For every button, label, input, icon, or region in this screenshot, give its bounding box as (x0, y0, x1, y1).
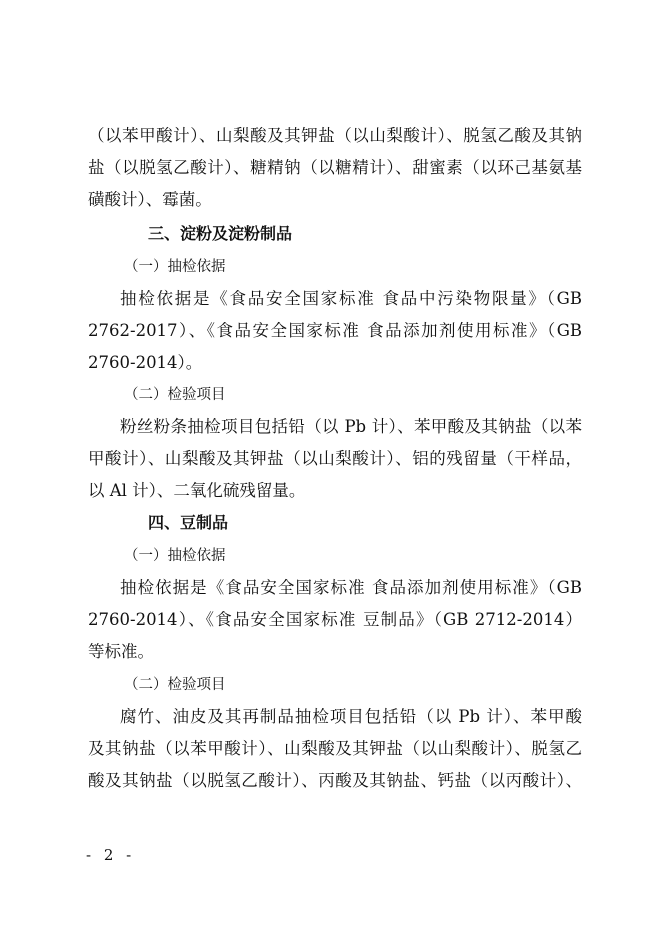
text-line: 2762-2017）、《食品安全国家标准 食品添加剂使用标准》（GB (88, 321, 582, 340)
text-line: 抽检依据是《食品安全国家标准 食品添加剂使用标准》（GB (120, 578, 582, 597)
text-line: （以苯甲酸计）、山梨酸及其钾盐（以山梨酸计）、脱氢乙酸及其钠 (88, 126, 582, 145)
text-line: 等标准。 (88, 642, 154, 661)
subheading-text: （二）检验项目 (124, 677, 226, 693)
paragraph-line (0, 734, 662, 764)
heading-text: 四、豆制品 (148, 513, 229, 532)
text-line: 酸及其钠盐（以脱氢乙酸计）、丙酸及其钠盐、钙盐（以丙酸计）、 (88, 771, 582, 790)
text-line: 磺酸计）、霉菌。 (88, 190, 212, 209)
text-line: 盐（以脱氢乙酸计）、糖精钠（以糖精计）、甜蜜素（以环己基氨基 (88, 158, 582, 177)
subsection-heading-basis (0, 541, 662, 571)
paragraph-line (0, 121, 662, 151)
text-line: 2760-2014）、《食品安全国家标准 豆制品》（GB 2712-2014） (88, 610, 582, 629)
section-heading-starch (0, 219, 662, 249)
subheading-text: （一）抽检依据 (124, 259, 226, 275)
text-line: 及其钠盐（以苯甲酸计）、山梨酸及其钾盐（以山梨酸计）、脱氢乙 (88, 739, 582, 758)
subheading-text: （一）抽检依据 (124, 548, 226, 564)
subsection-heading-basis (0, 252, 662, 282)
paragraph-line (0, 412, 662, 442)
subsection-heading-items (0, 670, 662, 700)
paragraph-line (0, 766, 662, 796)
paragraph-line (0, 153, 662, 183)
text-line: 以 Al 计）、二氧化硫残留量。 (88, 481, 306, 500)
subheading-text: （二）检验项目 (124, 387, 226, 403)
heading-text: 三、淀粉及淀粉制品 (148, 224, 293, 243)
paragraph-line (0, 284, 662, 314)
text-line: 甲酸计）、山梨酸及其钾盐（以山梨酸计）、铝的残留量（干样品， (88, 449, 582, 468)
section-heading-bean-products (0, 508, 662, 538)
paragraph-line (0, 348, 662, 378)
paragraph-line (0, 316, 662, 346)
paragraph-line (0, 573, 662, 603)
page-number: - 2 - (86, 846, 136, 864)
paragraph-line (0, 637, 662, 667)
text-line: 腐竹、油皮及其再制品抽检项目包括铅（以 Pb 计）、苯甲酸 (120, 707, 582, 726)
paragraph-line (0, 185, 662, 215)
text-line: 2760-2014）。 (88, 353, 203, 372)
paragraph-line (0, 476, 662, 506)
paragraph-line (0, 444, 662, 474)
subsection-heading-items (0, 380, 662, 410)
paragraph-line (0, 702, 662, 732)
text-line: 抽检依据是《食品安全国家标准 食品中污染物限量》（GB (120, 289, 582, 308)
paragraph-line (0, 605, 662, 635)
text-line: 粉丝粉条抽检项目包括铅（以 Pb 计）、苯甲酸及其钠盐（以苯 (120, 417, 582, 436)
